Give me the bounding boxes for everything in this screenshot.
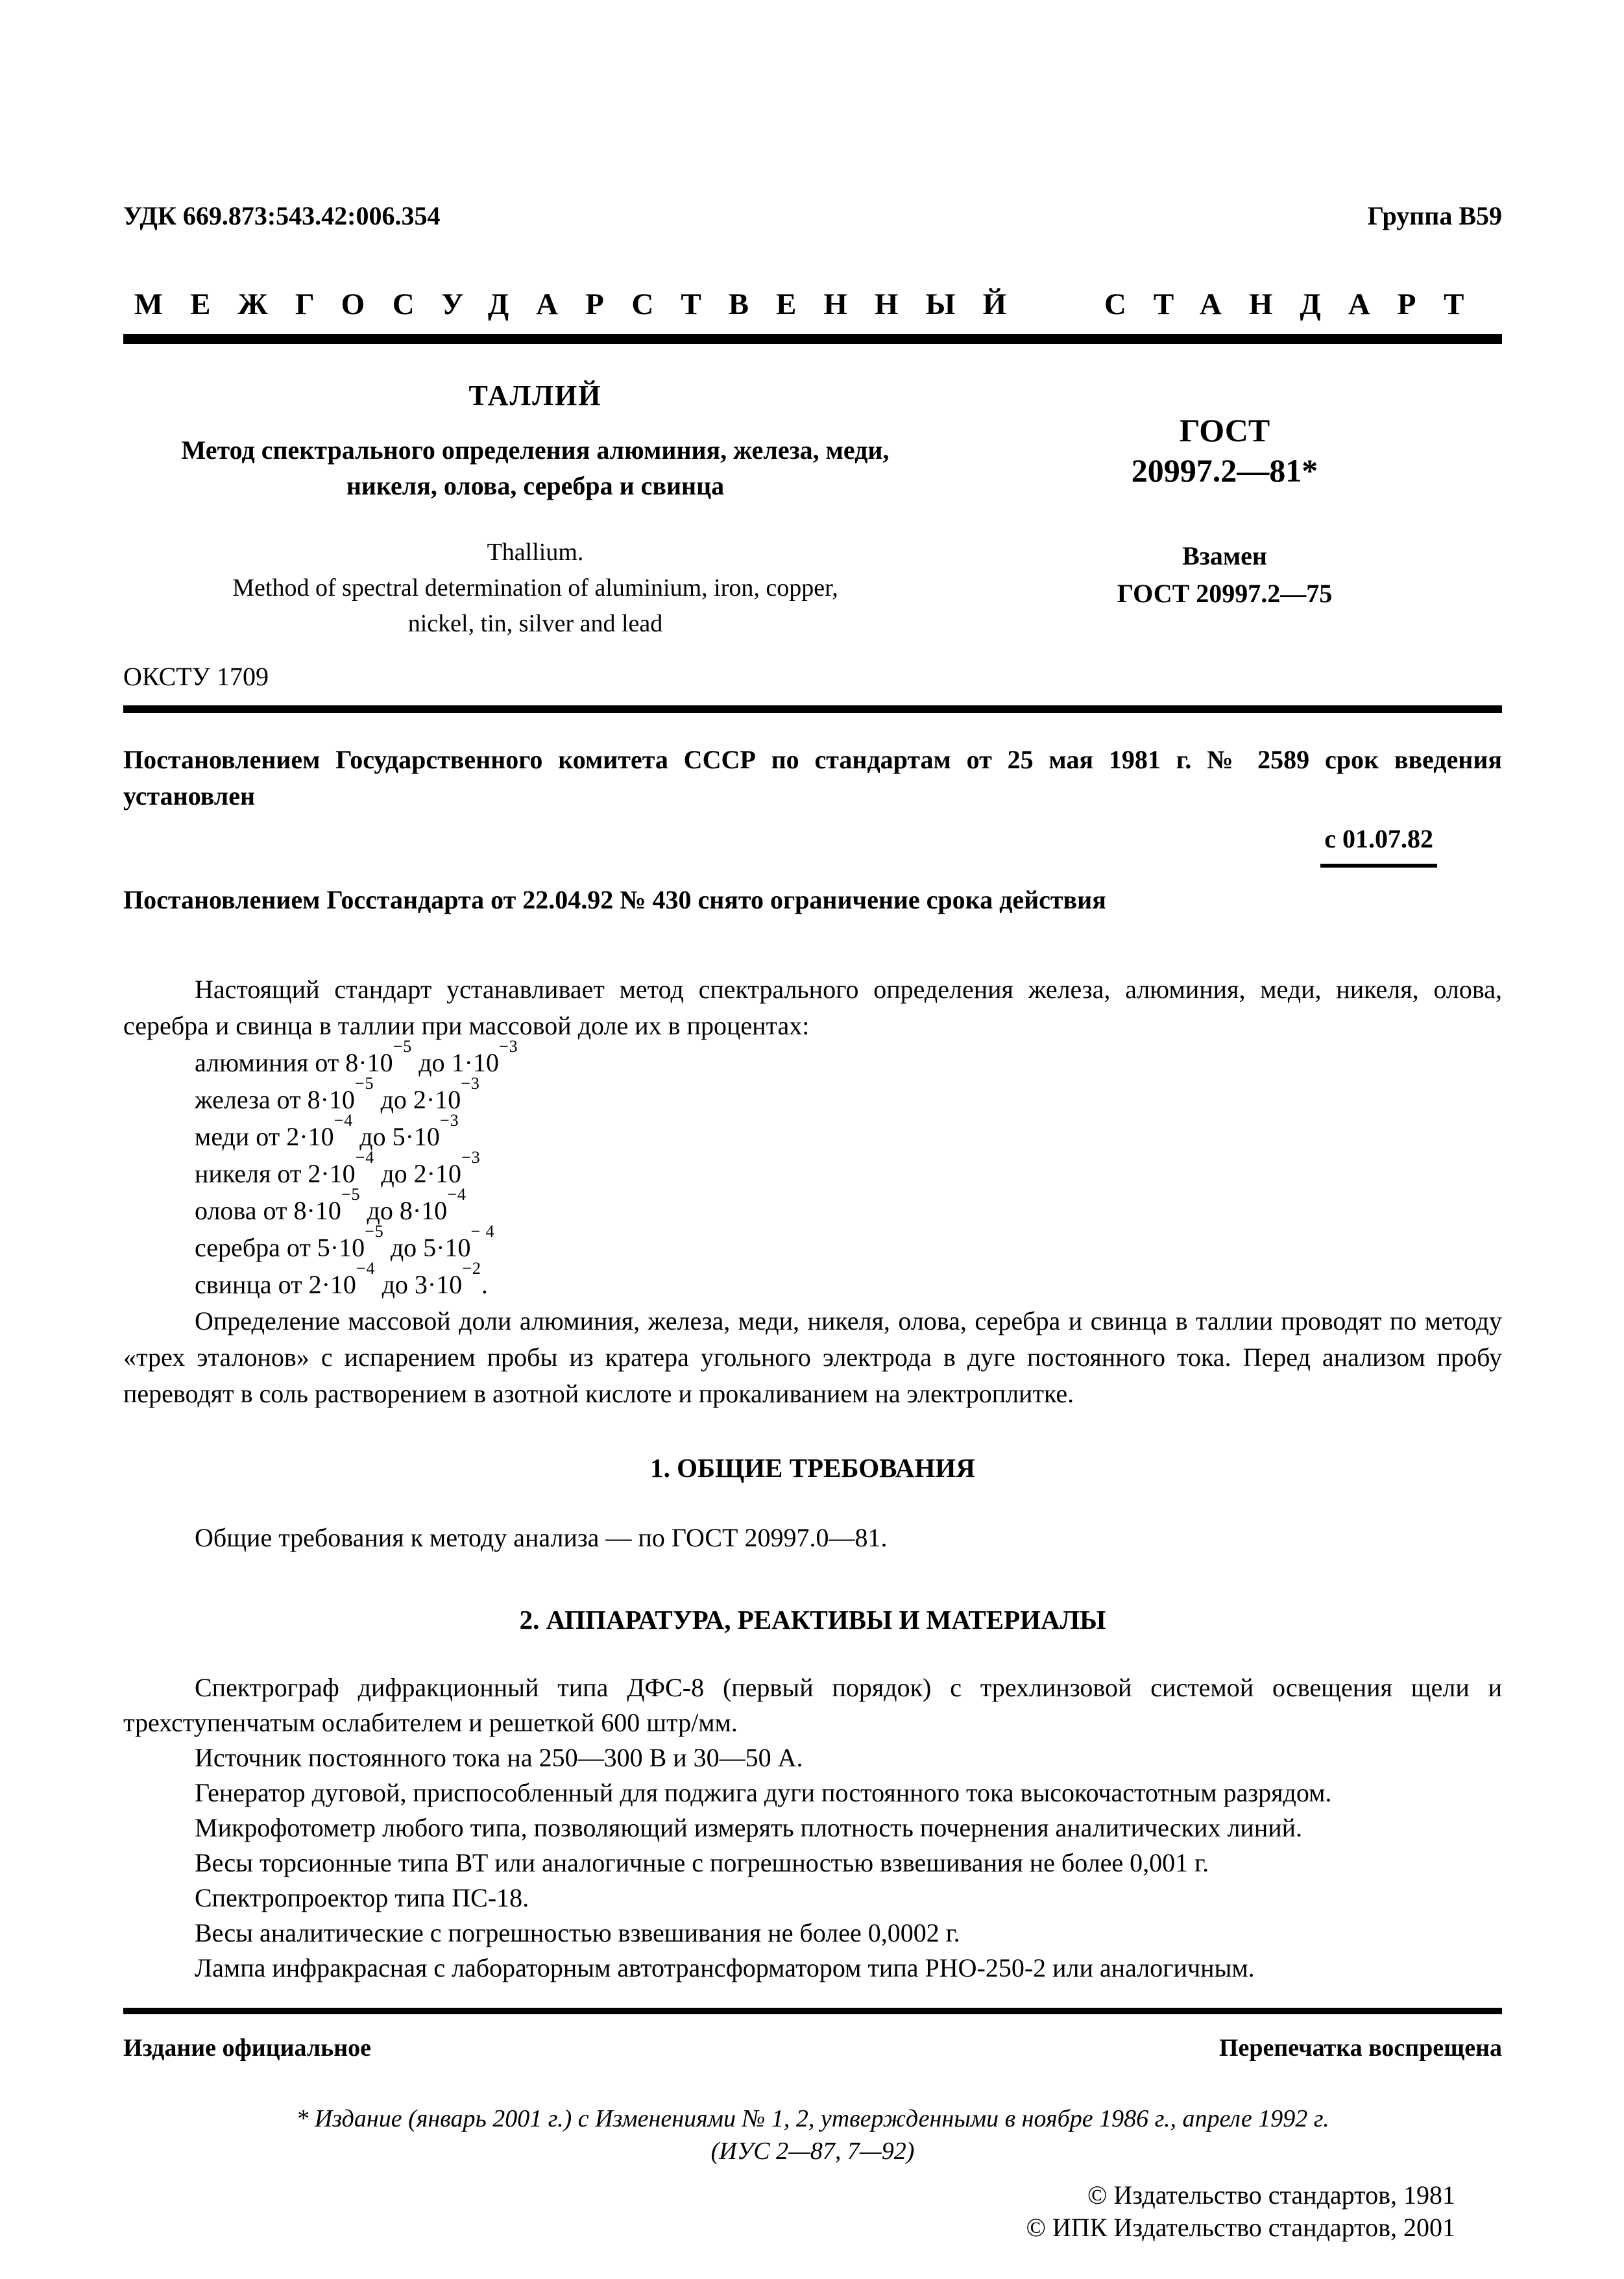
apparatus-item: Генератор дуговой, приспособленный для поджига дуги постоянного тока высокочастотным разрядом. (195, 1778, 1332, 1807)
range-text: до 1·10 (412, 1048, 499, 1077)
designation-number: 20997.2—81* (1131, 452, 1318, 489)
exponent: −2 (462, 1258, 481, 1278)
standard-type-title: МЕЖГОСУДАРСТВЕННЫЙ СТАНДАРТ (134, 287, 1492, 321)
title-en-line-2: Method of spectral determination of aluminium, iron, copper, (232, 574, 838, 602)
copyright-line-1: © Издательство стандартов, 1981 (1087, 2180, 1455, 2210)
exponent: −4 (355, 1147, 375, 1167)
range-text: до 2·10 (374, 1085, 461, 1114)
apparatus-item: Спектропроектор типа ПС-18. (195, 1883, 529, 1912)
exponent: −5 (365, 1221, 384, 1241)
copyright-line-2: © ИПК Издательство стандартов, 2001 (1026, 2213, 1455, 2242)
udk-number: УДК 669.873:543.42:006.354 (123, 201, 441, 230)
enactment-paragraph-1: Постановлением Государственного комитета СССР по стандартам от 25 мая 1981 г. № 2589 срок введения установлен (123, 745, 1502, 810)
range-text: железа от 8·10 (195, 1085, 355, 1114)
range-text: алюминия от 8·10 (195, 1048, 393, 1077)
scope-intro-paragraph: Настоящий стандарт устанавливает метод спектрального определения железа, алюминия, меди, никеля, олова, серебра и свинца в таллии при массовой доле их в процентах: (123, 975, 1502, 1040)
replaces-block (947, 537, 1502, 613)
section-2-heading: 2. АППАРАТУРА, РЕАКТИВЫ И МАТЕРИАЛЫ (519, 1605, 1106, 1635)
apparatus-item: Источник постоянного тока на 250—300 В и 30—50 А. (195, 1743, 803, 1772)
group-label: Группа В59 (1367, 201, 1502, 230)
footer-row (123, 2030, 1502, 2066)
document-subtitle (123, 432, 947, 504)
apparatus-item: Спектрограф дифракционный типа ДФС-8 (первый порядок) с трехлинзовой системой освещения щели и трехступенчатым ослабителем и решеткой 600 штр/мм. (123, 1673, 1502, 1737)
header-row (123, 198, 1502, 234)
range-text: свинца от 2·10 (195, 1270, 356, 1299)
footnote-line-2: (ИУС 2—87, 7—92) (710, 2138, 915, 2165)
range-text: до 3·10 (375, 1270, 463, 1299)
exponent: −5 (393, 1036, 413, 1056)
apparatus-item: Лампа инфракрасная с лабораторным автотрансформатором типа РНО-250-2 или аналогичным. (195, 1953, 1255, 1982)
exponent: −3 (498, 1036, 518, 1056)
title-en-line-1: Thallium. (487, 539, 584, 566)
range-text: серебра от 5·10 (195, 1233, 365, 1262)
replaces-label: Взамен (1182, 541, 1267, 570)
exponent: −4 (333, 1110, 354, 1130)
title-right-column (947, 378, 1502, 642)
title-en-line-3: nickel, tin, silver and lead (407, 610, 663, 637)
apparatus-item: Весы аналитические с погрешностью взвешивания не более 0,0002 г. (195, 1918, 960, 1947)
standard-designation (947, 410, 1502, 491)
edition-footnote (123, 2102, 1502, 2167)
range-text: . (481, 1270, 488, 1299)
footnote-line-1: * Издание (январь 2001 г.) с Изменениями № 1, 2, утвержденными в ноябре 1986 г., апреле 1992 г. (296, 2105, 1329, 2132)
range-line-aluminium (195, 1036, 1502, 1081)
effective-date: с 01.07.82 (1320, 821, 1437, 868)
title-block (123, 378, 1502, 642)
subtitle-line-2: никеля, олова, серебра и свинца (346, 471, 725, 500)
exponent: −3 (461, 1147, 481, 1167)
section-2-body (123, 1670, 1502, 1986)
footer-divider-rule (123, 2008, 1502, 2014)
range-line-iron (195, 1073, 1502, 1118)
subtitle-line-1: Метод спектрального определения алюминия, железа, меди, (181, 435, 890, 465)
range-text: до 5·10 (383, 1233, 471, 1262)
middle-divider-rule (123, 705, 1502, 713)
reprint-prohibited-label: Перепечатка воспрещена (1218, 2034, 1502, 2062)
method-description-paragraph: Определение массовой доли алюминия, железа, меди, никеля, олова, серебра и свинца в таллии проводят по методу «трех эталонов» с испарением пробы из кратера угольного электрода в дуге постоянного тока. Перед анализом пробу переводят в соль растворением в азотной кислоте и прокаливанием на электроплитке. (123, 1306, 1502, 1408)
range-text: меди от 2·10 (195, 1122, 334, 1151)
exponent: − 4 (470, 1221, 495, 1241)
range-line-silver (195, 1221, 1502, 1266)
range-line-nickel (195, 1147, 1502, 1192)
exponent: −4 (356, 1258, 376, 1278)
title-left-column (123, 378, 947, 642)
okstu-code: ОКСТУ 1709 (123, 662, 269, 691)
range-text: до 8·10 (360, 1196, 448, 1225)
range-text: до 2·10 (374, 1159, 461, 1188)
range-text: до 5·10 (353, 1122, 440, 1151)
exponent: −5 (341, 1184, 361, 1204)
official-edition-label: Издание официальное (123, 2034, 372, 2062)
apparatus-item: Весы торсионные типа ВТ или аналогичные с погрешностью взвешивания не более 0,001 г. (195, 1848, 1209, 1877)
replaces-number: ГОСТ 20997.2—75 (1117, 579, 1333, 608)
exponent: −4 (447, 1184, 467, 1204)
exponent: −3 (439, 1110, 459, 1130)
copyright-block (123, 2179, 1502, 2244)
range-line-copper (195, 1110, 1502, 1155)
document-title-english (123, 535, 947, 642)
range-line-lead (195, 1258, 1502, 1303)
mass-fraction-ranges (195, 1036, 1502, 1303)
enactment-paragraph-2: Постановлением Госстандарта от 22.04.92 № 430 снято ограничение срока действия (123, 885, 1106, 914)
document-title: ТАЛЛИЙ (468, 380, 602, 411)
section-1-body: Общие требования к методу анализа — по ГОСТ 20997.0—81. (195, 1523, 888, 1552)
range-text: олова от 8·10 (195, 1196, 341, 1225)
range-line-tin (195, 1184, 1502, 1229)
top-divider-rule (123, 334, 1502, 344)
section-1-heading: 1. ОБЩИЕ ТРЕБОВАНИЯ (650, 1453, 975, 1483)
exponent: −3 (461, 1073, 480, 1093)
designation-label: ГОСТ (1179, 412, 1270, 448)
apparatus-item: Микрофотометр любого типа, позволяющий измерять плотность почернения аналитических линий. (195, 1813, 1303, 1842)
exponent: −5 (354, 1073, 374, 1093)
range-text: никеля от 2·10 (195, 1159, 356, 1188)
